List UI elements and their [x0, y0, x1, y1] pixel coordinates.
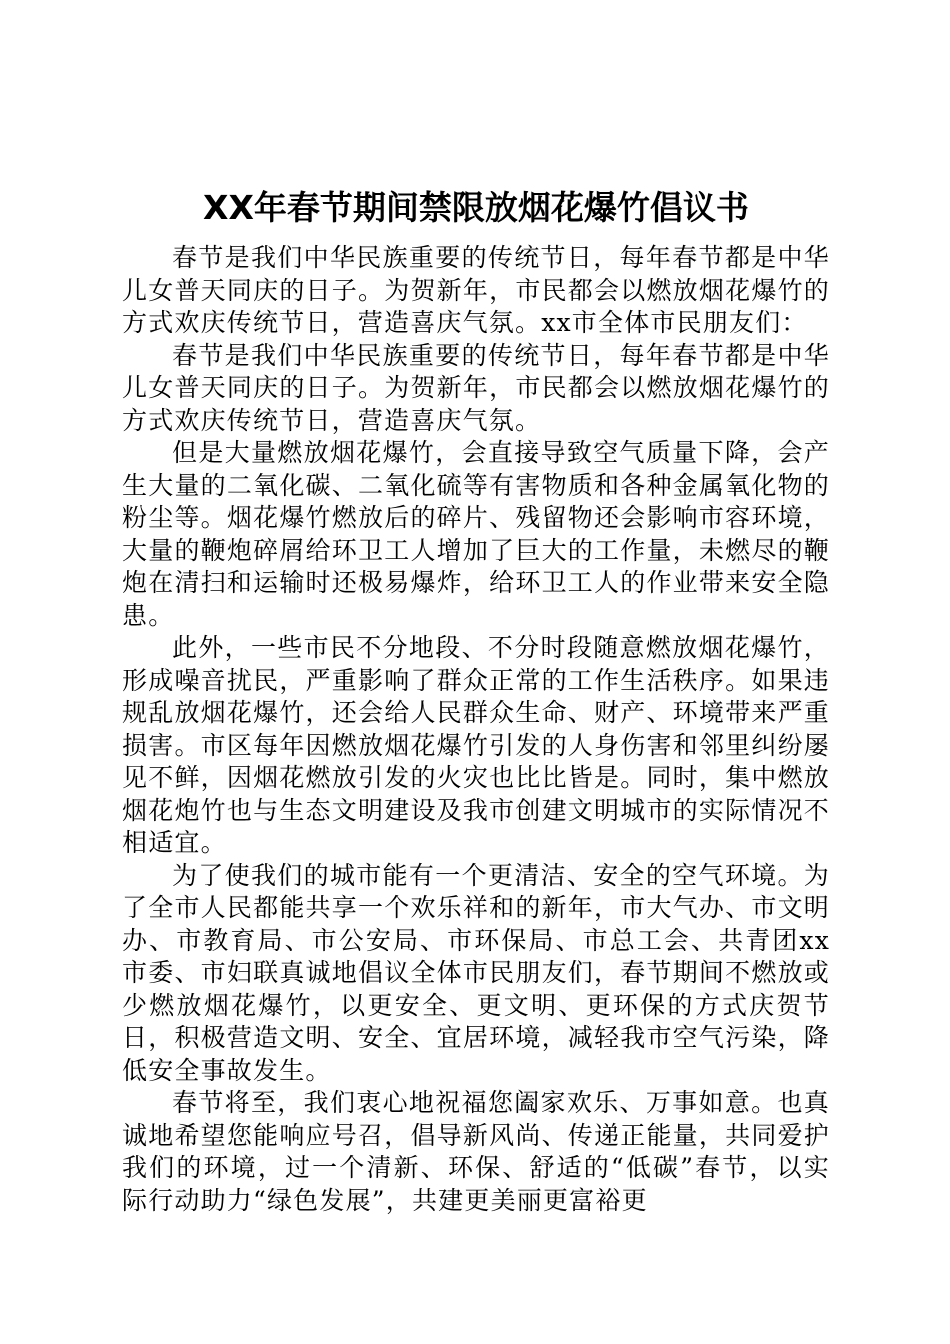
- document-title: XX年春节期间禁限放烟花爆竹倡议书: [203, 188, 749, 227]
- paragraph-4: 此外，一些市民不分地段、不分时段随意燃放烟花爆竹，形成噪音扰民，严重影响了群众正常的工作生活秩序。如果违规乱放烟花爆竹，还会给人民群众生命、财产、环境带来严重损害。市区每年因燃放烟花爆竹引发的人身伤害和邻里纠纷屡见不鲜，因烟花燃放引发的火灾也比比皆是。同时，集中燃放烟花炮竹也与生态文明建设及我市创建文明城市的实际情况不相适宜。: [122, 633, 830, 857]
- paragraph-3: 但是大量燃放烟花爆竹，会直接导致空气质量下降，会产生大量的二氧化碳、二氧化硫等有害物质和各种金属氧化物的粉尘等。烟花爆竹燃放后的碎片、残留物还会影响市容环境，大量的鞭炮碎屑给环卫工人增加了巨大的工作量，未燃尽的鞭炮在清扫和运输时还极易爆炸，给环卫工人的作业带来安全隐患。: [122, 438, 830, 630]
- paragraph-5: 为了使我们的城市能有一个更清洁、安全的空气环境。为了全市人民都能共享一个欢乐祥和的新年，市大气办、市文明办、市教育局、市公安局、市环保局、市总工会、共青团xx市委、市妇联真诚地倡议全体市民朋友们，春节期间不燃放或少燃放烟花爆竹，以更安全、更文明、更环保的方式庆贺节日，积极营造文明、安全、宜居环境，减轻我市空气污染，降低安全事故发生。: [122, 860, 830, 1085]
- paragraph-1: 春节是我们中华民族重要的传统节日，每年春节都是中华儿女普天同庆的日子。为贺新年，市民都会以燃放烟花爆竹的方式欢庆传统节日，营造喜庆气氛。xx市全体市民朋友们：: [122, 243, 830, 337]
- paragraph-6: 春节将至，我们衷心地祝福您阖家欢乐、万事如意。也真诚地希望您能响应号召，倡导新风尚、传递正能量，共同爱护我们的环境，过一个清新、环保、舒适的“低碳”春节，以实际行动助力“绿色发展”，共建更美丽更富裕更: [122, 1088, 830, 1215]
- document-body: [122, 186, 830, 1217]
- paragraph-2: 春节是我们中华民族重要的传统节日，每年春节都是中华儿女普天同庆的日子。为贺新年，市民都会以燃放烟花爆竹的方式欢庆传统节日，营造喜庆气氛。: [122, 340, 830, 435]
